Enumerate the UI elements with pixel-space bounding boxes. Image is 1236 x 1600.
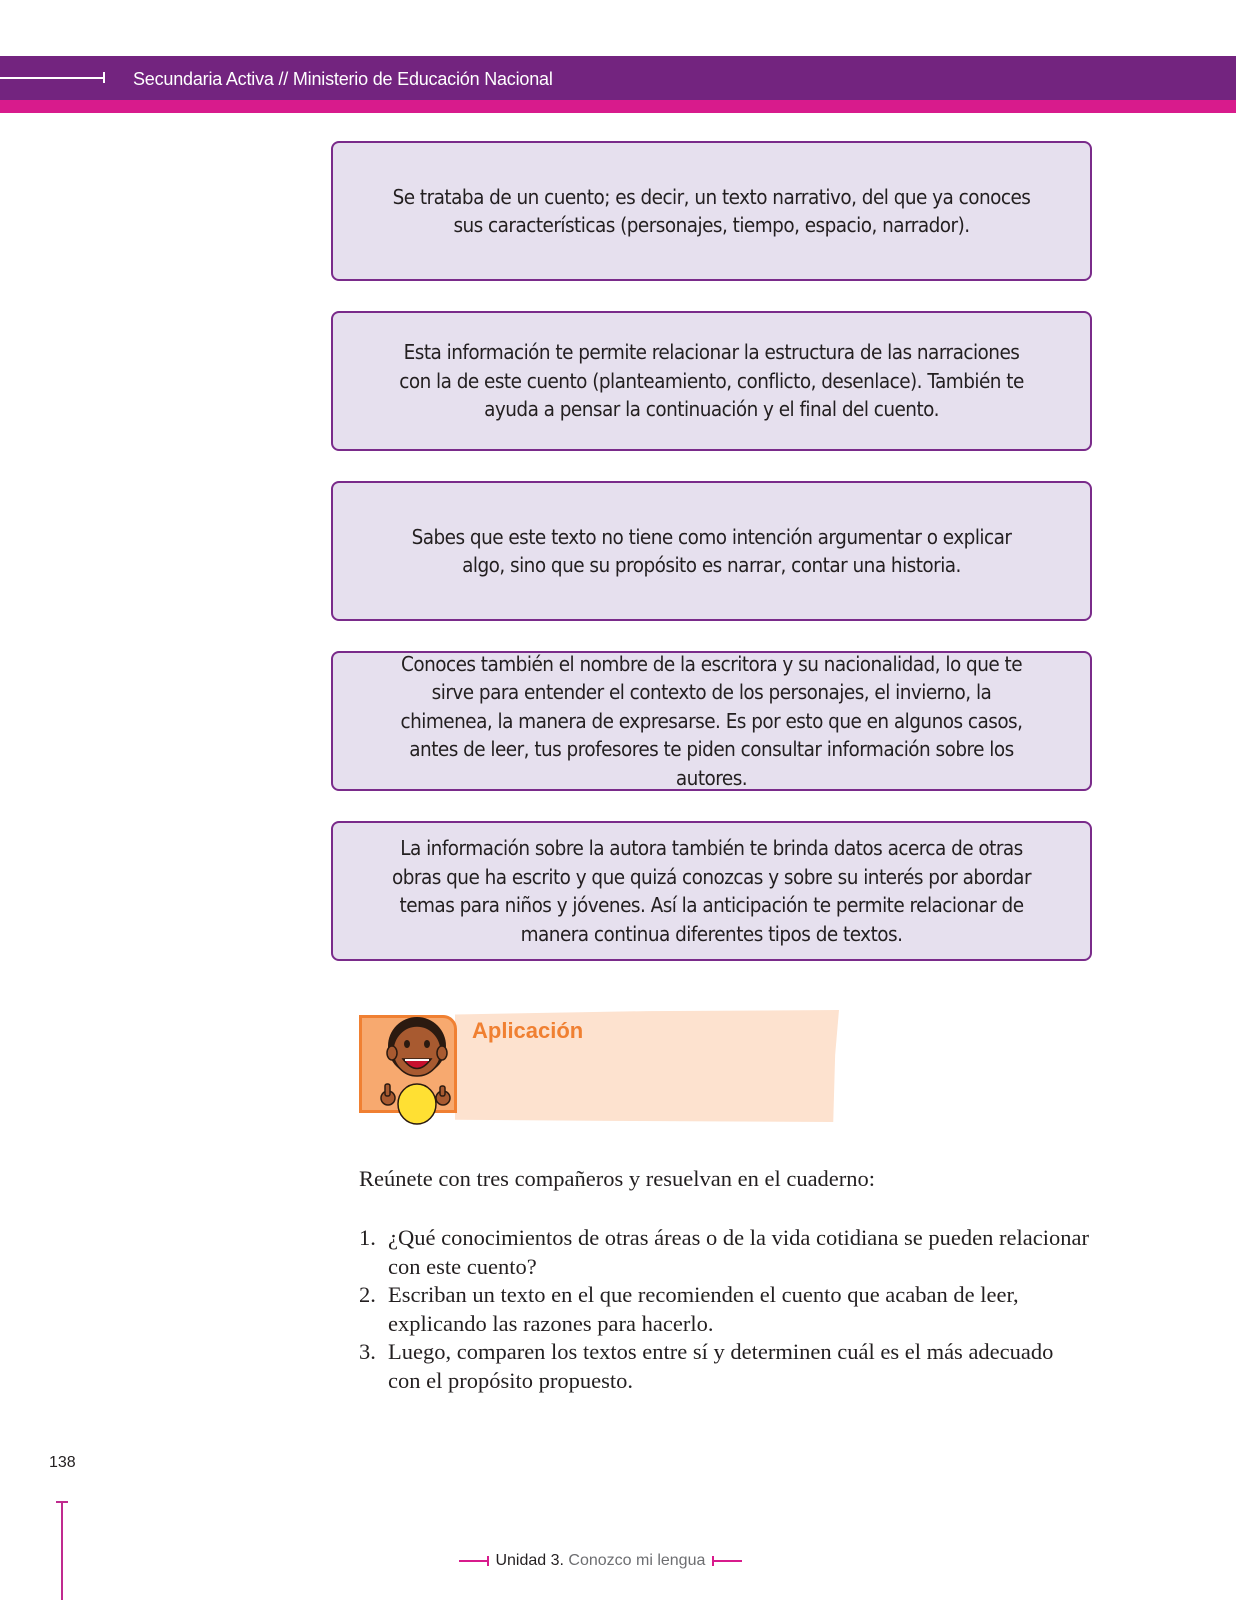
- info-box-2: [331, 311, 1092, 451]
- page-number: 138: [49, 1454, 76, 1471]
- list-item: [359, 1281, 1089, 1338]
- header-title: Secundaria Activa // Ministerio de Educación Nacional: [133, 69, 553, 89]
- margin-rule-tick: [56, 1501, 68, 1503]
- info-box-5: [331, 821, 1092, 961]
- list-item-text: Escriban un texto en el que recomienden el cuento que acaban de leer, explicando las razones para hacerlo.: [388, 1282, 1019, 1336]
- header-rule-tick: [103, 72, 105, 83]
- header-accent-stripe: [0, 100, 1236, 113]
- list-item-text: ¿Qué conocimientos de otras áreas o de la vida cotidiana se pueden relacionar con este cuento?: [388, 1225, 1089, 1279]
- info-box-text: Esta información te permite relacionar la estructura de las narraciones con la de este cuento (planteamiento, conflicto, desenlace). También te ayuda a pensar la continuación y el final del cuento.: [399, 340, 1024, 422]
- info-box-text: Sabes que este texto no tiene como intención argumentar o explicar algo, sino que su propósito es narrar, contar una historia.: [411, 524, 1012, 577]
- info-box-text: Conoces también el nombre de la escritora y su nacionalidad, lo que te sirve para entender el contexto de los personajes, el invierno, la chimenea, la manera de expresarse. Es por esto que en algunos casos, antes de leer, tus profesores te piden consultar información sobre los autores.: [400, 651, 1023, 790]
- list-item-text: Luego, comparen los textos entre sí y determinen cuál es el más adecuado con el propósito propuesto.: [388, 1339, 1054, 1393]
- list-item-number: 3.: [359, 1339, 376, 1364]
- footer-unit: Unidad 3.: [495, 1552, 564, 1569]
- task-list: [359, 1224, 1089, 1395]
- footer-subtitle: Conozco mi lengua: [568, 1552, 706, 1569]
- footer-rule-right: [712, 1560, 742, 1562]
- list-item-number: 1.: [359, 1225, 376, 1250]
- list-item: [359, 1224, 1089, 1281]
- header-rule: [0, 77, 104, 79]
- footer: [459, 1550, 742, 1572]
- activity-intro: Reúnete con tres compañeros y resuelvan en el cuaderno:: [359, 1166, 876, 1191]
- info-box-3: [331, 481, 1092, 621]
- info-box-text: Se trataba de un cuento; es decir, un texto narrativo, del que ya conoces sus características (personajes, tiempo, espacio, narrador).: [392, 184, 1031, 237]
- footer-rule-left: [459, 1560, 489, 1562]
- info-box-4: [331, 651, 1092, 791]
- smiling-boy-thumbs-up-icon: [373, 1006, 461, 1126]
- info-box-1: [331, 141, 1092, 281]
- list-item-number: 2.: [359, 1282, 376, 1307]
- list-item: [359, 1338, 1089, 1395]
- info-box-text: La información sobre la autora también te brinda datos acerca de otras obras que ha escrito y que quizá conozcas y sobre su interés por abordar temas para niños y jóvenes. Así la anticipación te permite relacionar de manera continua diferentes tipos de textos.: [392, 836, 1031, 946]
- margin-rule: [61, 1502, 63, 1600]
- aplicacion-title: Aplicación: [472, 1018, 584, 1043]
